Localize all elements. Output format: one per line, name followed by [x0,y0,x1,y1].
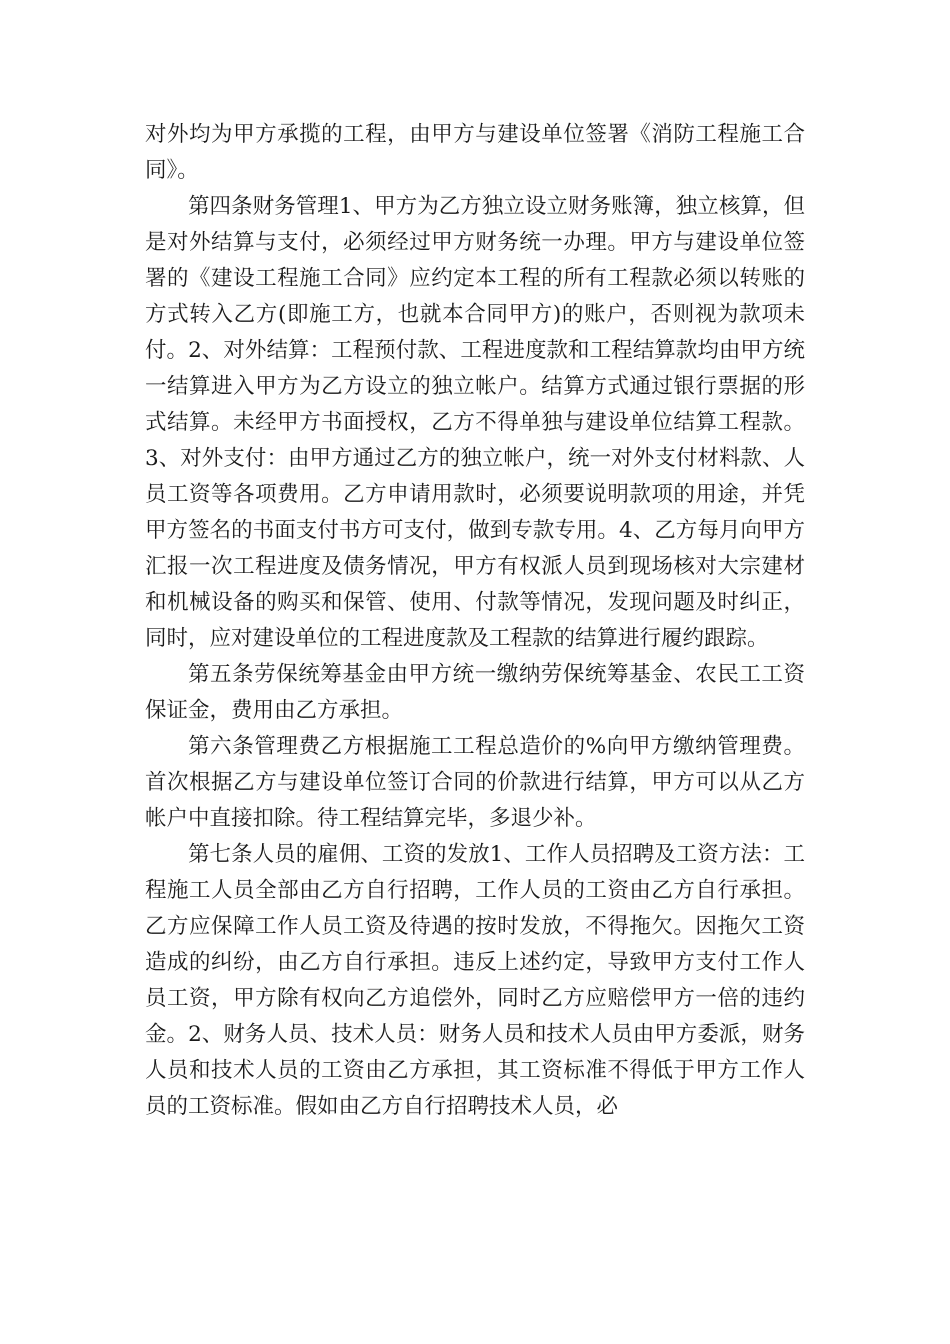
paragraph-article-7-personnel-wages: 第七条人员的雇佣、工资的发放1、工作人员招聘及工资方法：工程施工人员全部由乙方自行招聘，工作人员的工资由乙方自行承担。乙方应保障工作人员工资及待遇的按时发放，不得拖欠。因拖欠工资造成的纠纷，由乙方自行承担。违反上述约定，导致甲方支付工作人员工资，甲方除有权向乙方追偿外，同时乙方应赔偿甲方一倍的违约金。2、财务人员、技术人员：财务人员和技术人员由甲方委派，财务人员和技术人员的工资由乙方承担，其工资标准不得低于甲方工作人员的工资标准。假如由乙方自行招聘技术人员，必 [145,842,805,1119]
paragraph-article-5-labor-insurance-fund: 第五条劳保统筹基金由甲方统一缴纳劳保统筹基金、农民工工资保证金，费用由乙方承担。 [145,662,805,723]
document-page [145,117,805,1125]
paragraph-continuation: 对外均为甲方承揽的工程，由甲方与建设单位签署《消防工程施工合同》。 [145,122,805,183]
paragraph-article-4-financial-management: 第四条财务管理1、甲方为乙方独立设立财务账簿，独立核算，但是对外结算与支付，必须经过甲方财务统一办理。甲方与建设单位签署的《建设工程施工合同》应约定本工程的所有工程款必须以转账的方式转入乙方(即施工方，也就本合同甲方)的账户，否则视为款项未付。2、对外结算：工程预付款、工程进度款和工程结算款均由甲方统一结算进入甲方为乙方设立的独立帐户。结算方式通过银行票据的形式结算。未经甲方书面授权，乙方不得单独与建设单位结算工程款。3、对外支付：由甲方通过乙方的独立帐户，统一对外支付材料款、人员工资等各项费用。乙方申请用款时，必须要说明款项的用途，并凭甲方签名的书面支付书方可支付，做到专款专用。4、乙方每月向甲方汇报一次工程进度及债务情况，甲方有权派人员到现场核对大宗建材和机械设备的购买和保管、使用、付款等情况，发现问题及时纠正，同时，应对建设单位的工程进度款及工程款的结算进行履约跟踪。 [145,194,805,651]
paragraph-article-6-management-fee: 第六条管理费乙方根据施工工程总造价的%向甲方缴纳管理费。首次根据乙方与建设单位签订合同的价款进行结算，甲方可以从乙方帐户中直接扣除。待工程结算完毕，多退少补。 [145,734,805,831]
